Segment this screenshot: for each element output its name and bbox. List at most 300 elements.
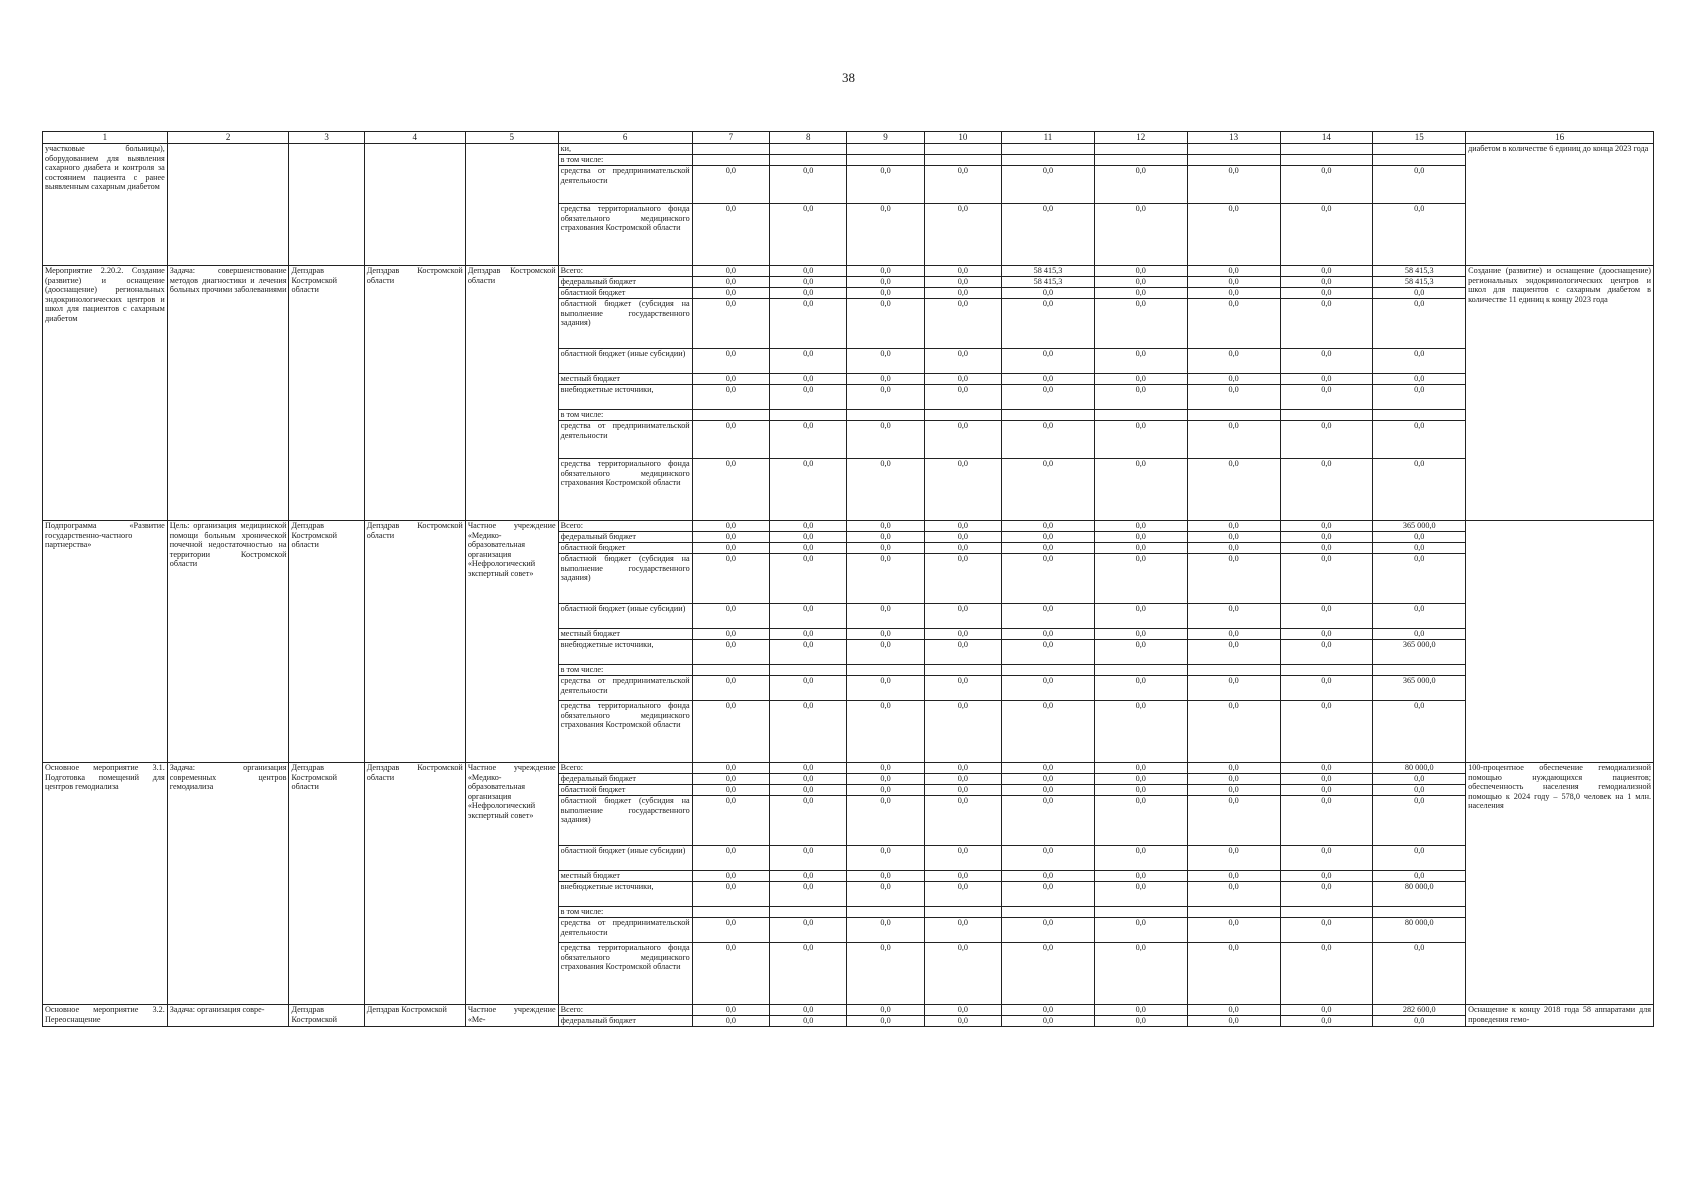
amount-cell: 0,0 (1280, 701, 1373, 763)
amount-cell: 0,0 (1002, 374, 1095, 385)
amount-cell: 0,0 (847, 349, 924, 374)
amount-cell: 0,0 (1094, 774, 1187, 785)
funding-source-label: средства территориального фонда обязательного медицинского страхования Костромской области (558, 204, 692, 266)
amount-cell: 0,0 (1094, 701, 1187, 763)
amount-cell: 0,0 (1187, 676, 1280, 701)
amount-cell: 0,0 (847, 532, 924, 543)
block-c5-cell: Частное учреждение «Ме- (465, 1005, 558, 1027)
table-row (43, 266, 1654, 277)
amount-cell: 0,0 (1187, 543, 1280, 554)
amount-cell: 0,0 (924, 763, 1001, 774)
amount-cell: 0,0 (1373, 166, 1466, 204)
amount-cell: 0,0 (1094, 785, 1187, 796)
amount-cell: 0,0 (924, 774, 1001, 785)
funding-source-label: областной бюджет (субсидия на выполнение государственного задания) (558, 554, 692, 604)
amount-cell: 0,0 (770, 554, 847, 604)
funding-source-label: местный бюджет (558, 374, 692, 385)
amount-cell: 0,0 (1002, 785, 1095, 796)
amount-cell: 0,0 (847, 918, 924, 943)
amount-cell: 0,0 (1187, 629, 1280, 640)
block-c4-cell: Депздрав Костромской области (364, 521, 465, 763)
table-row (43, 763, 1654, 774)
amount-cell: 0,0 (1002, 554, 1095, 604)
amount-cell: 0,0 (692, 796, 769, 846)
amount-cell: 0,0 (692, 204, 769, 266)
amount-cell: 0,0 (847, 882, 924, 907)
funding-source-label: федеральный бюджет (558, 774, 692, 785)
amount-cell: 0,0 (770, 640, 847, 665)
amount-cell: 0,0 (1280, 796, 1373, 846)
column-number: 4 (364, 132, 465, 144)
amount-cell: 0,0 (1187, 299, 1280, 349)
funding-source-label: местный бюджет (558, 629, 692, 640)
amount-cell: 0,0 (1187, 604, 1280, 629)
funding-source-label: средства от предпринимательской деятельности (558, 421, 692, 459)
amount-cell: 0,0 (1280, 774, 1373, 785)
amount-cell: 0,0 (1373, 701, 1466, 763)
budget-table (42, 131, 1654, 1027)
amount-cell (1094, 144, 1187, 155)
block-c2-cell: Задача: совершенствование методов диагностики и лечения больных прочими заболеваниями (167, 266, 289, 521)
amount-cell: 0,0 (924, 385, 1001, 410)
amount-cell: 0,0 (1280, 676, 1373, 701)
amount-cell: 0,0 (1280, 385, 1373, 410)
amount-cell: 0,0 (1280, 374, 1373, 385)
amount-cell (924, 665, 1001, 676)
table-row (43, 144, 1654, 155)
table-body (43, 132, 1654, 1027)
table-row (43, 1005, 1654, 1016)
amount-cell: 0,0 (1187, 166, 1280, 204)
block-c5-cell: Частное учреждение «Медико-образовательная организация «Нефрологический экспертный совет» (465, 521, 558, 763)
amount-cell: 0,0 (1094, 882, 1187, 907)
amount-cell: 0,0 (692, 349, 769, 374)
column-number: 7 (692, 132, 769, 144)
amount-cell: 80 000,0 (1373, 882, 1466, 907)
amount-cell (770, 665, 847, 676)
amount-cell: 0,0 (1002, 701, 1095, 763)
amount-cell: 0,0 (924, 640, 1001, 665)
amount-cell: 0,0 (847, 640, 924, 665)
amount-cell: 0,0 (1002, 532, 1095, 543)
expected-result-cell: Оснащение к концу 2018 года 58 аппаратами для проведения гемо- (1466, 1005, 1654, 1027)
amount-cell (1094, 410, 1187, 421)
amount-cell: 0,0 (1002, 288, 1095, 299)
amount-cell: 0,0 (1002, 846, 1095, 871)
amount-cell: 0,0 (1280, 543, 1373, 554)
amount-cell: 0,0 (847, 1005, 924, 1016)
block-c1-cell: Мероприятие 2.20.2. Создание (развитие) и оснащение (дооснащение) региональных эндокринологических центров и школ для пациентов с сахарным диабетом (43, 266, 168, 521)
block-c1-cell: участковые больницы), оборудованием для выявления сахарного диабета и контроля за состоянием пациента с ранее выявленным сахарным диабетом (43, 144, 168, 266)
block-c4-cell (364, 144, 465, 266)
amount-cell: 0,0 (847, 554, 924, 604)
amount-cell: 0,0 (1373, 796, 1466, 846)
amount-cell: 0,0 (1002, 1016, 1095, 1027)
expected-result-cell: Создание (развитие) и оснащение (дооснащение) региональных эндокринологических центров и школ для пациентов с сахарным диабетом в количестве 11 единиц к концу 2023 года (1466, 266, 1654, 521)
block-c1-cell: Основное мероприятие 3.2. Переоснащение (43, 1005, 168, 1027)
amount-cell: 0,0 (1002, 543, 1095, 554)
amount-cell: 0,0 (1187, 943, 1280, 1005)
amount-cell (1094, 665, 1187, 676)
amount-cell: 0,0 (924, 796, 1001, 846)
funding-source-label: федеральный бюджет (558, 532, 692, 543)
amount-cell: 0,0 (1187, 846, 1280, 871)
amount-cell: 0,0 (1094, 763, 1187, 774)
amount-cell: 0,0 (1280, 846, 1373, 871)
expected-result-cell: 100-процентное обеспечение гемодиализной помощью нуждающихся пациентов; обеспеченность населения гемодиализной помощью к 2024 году – 578,0 человек на 1 млн. населения (1466, 763, 1654, 1005)
amount-cell: 0,0 (1002, 385, 1095, 410)
amount-cell: 0,0 (1373, 385, 1466, 410)
amount-cell: 0,0 (770, 943, 847, 1005)
column-number: 5 (465, 132, 558, 144)
amount-cell (1373, 410, 1466, 421)
amount-cell: 0,0 (770, 882, 847, 907)
amount-cell: 0,0 (1002, 871, 1095, 882)
amount-cell: 0,0 (1373, 846, 1466, 871)
amount-cell: 0,0 (770, 774, 847, 785)
amount-cell: 0,0 (1002, 421, 1095, 459)
amount-cell: 0,0 (770, 604, 847, 629)
amount-cell: 0,0 (1002, 943, 1095, 1005)
amount-cell: 0,0 (692, 676, 769, 701)
amount-cell: 0,0 (770, 266, 847, 277)
amount-cell (1002, 144, 1095, 155)
amount-cell: 0,0 (692, 763, 769, 774)
amount-cell: 0,0 (1280, 166, 1373, 204)
amount-cell (924, 907, 1001, 918)
amount-cell: 0,0 (770, 785, 847, 796)
block-c3-cell: Депздрав Костромской области (289, 521, 364, 763)
funding-source-label: средства от предпринимательской деятельности (558, 676, 692, 701)
column-number: 6 (558, 132, 692, 144)
amount-cell: 0,0 (1373, 349, 1466, 374)
amount-cell: 0,0 (1280, 288, 1373, 299)
amount-cell: 0,0 (847, 1016, 924, 1027)
amount-cell: 0,0 (1187, 554, 1280, 604)
amount-cell: 0,0 (1373, 543, 1466, 554)
amount-cell (1002, 155, 1095, 166)
amount-cell: 0,0 (1094, 676, 1187, 701)
amount-cell: 0,0 (1094, 521, 1187, 532)
amount-cell: 0,0 (1187, 1016, 1280, 1027)
amount-cell: 0,0 (1002, 918, 1095, 943)
column-number: 1 (43, 132, 168, 144)
amount-cell: 0,0 (1094, 796, 1187, 846)
funding-source-label: средства от предпринимательской деятельности (558, 918, 692, 943)
amount-cell: 58 415,3 (1002, 277, 1095, 288)
amount-cell (1002, 665, 1095, 676)
amount-cell: 0,0 (924, 676, 1001, 701)
block-c4-cell: Депздрав Костромской области (364, 763, 465, 1005)
amount-cell: 0,0 (692, 374, 769, 385)
block-c5-cell (465, 144, 558, 266)
amount-cell (924, 144, 1001, 155)
amount-cell: 0,0 (1094, 166, 1187, 204)
amount-cell: 0,0 (847, 943, 924, 1005)
amount-cell: 0,0 (1280, 604, 1373, 629)
amount-cell: 0,0 (1373, 299, 1466, 349)
expected-result-cell (1466, 521, 1654, 763)
funding-source-label: областной бюджет (558, 785, 692, 796)
amount-cell: 0,0 (1187, 1005, 1280, 1016)
amount-cell (1002, 410, 1095, 421)
amount-cell: 0,0 (1094, 604, 1187, 629)
amount-cell: 0,0 (847, 166, 924, 204)
amount-cell: 0,0 (1280, 421, 1373, 459)
amount-cell: 0,0 (692, 266, 769, 277)
amount-cell (1094, 907, 1187, 918)
amount-cell: 0,0 (770, 299, 847, 349)
amount-cell: 0,0 (1094, 385, 1187, 410)
amount-cell: 0,0 (1094, 918, 1187, 943)
amount-cell: 0,0 (1373, 204, 1466, 266)
amount-cell: 0,0 (1002, 521, 1095, 532)
amount-cell: 0,0 (1002, 796, 1095, 846)
funding-source-label: областной бюджет (субсидия на выполнение государственного задания) (558, 299, 692, 349)
amount-cell: 0,0 (1187, 204, 1280, 266)
expected-result-cell: диабетом в количестве 6 единиц до конца 2023 года (1466, 144, 1654, 266)
amount-cell: 0,0 (770, 288, 847, 299)
amount-cell: 0,0 (1094, 629, 1187, 640)
amount-cell: 0,0 (1002, 459, 1095, 521)
amount-cell: 0,0 (1094, 266, 1187, 277)
funding-source-label: федеральный бюджет (558, 1016, 692, 1027)
amount-cell: 0,0 (1187, 277, 1280, 288)
amount-cell: 0,0 (770, 521, 847, 532)
amount-cell: 0,0 (1187, 288, 1280, 299)
amount-cell: 0,0 (1187, 374, 1280, 385)
amount-cell (692, 410, 769, 421)
amount-cell: 0,0 (770, 918, 847, 943)
column-number: 12 (1094, 132, 1187, 144)
column-number: 14 (1280, 132, 1373, 144)
amount-cell (692, 155, 769, 166)
amount-cell: 0,0 (692, 554, 769, 604)
amount-cell: 0,0 (1002, 882, 1095, 907)
amount-cell: 0,0 (1002, 774, 1095, 785)
amount-cell: 0,0 (1280, 554, 1373, 604)
amount-cell: 0,0 (770, 204, 847, 266)
amount-cell: 365 000,0 (1373, 640, 1466, 665)
amount-cell: 0,0 (1187, 532, 1280, 543)
amount-cell (1094, 155, 1187, 166)
amount-cell: 0,0 (1187, 266, 1280, 277)
block-c2-cell: Задача: организация совре- (167, 1005, 289, 1027)
amount-cell: 0,0 (692, 846, 769, 871)
funding-source-label: в том числе: (558, 155, 692, 166)
amount-cell (770, 144, 847, 155)
column-number-row (43, 132, 1654, 144)
amount-cell: 0,0 (1280, 943, 1373, 1005)
amount-cell: 0,0 (1094, 640, 1187, 665)
amount-cell: 0,0 (924, 1005, 1001, 1016)
amount-cell: 0,0 (1094, 943, 1187, 1005)
amount-cell (847, 155, 924, 166)
amount-cell: 0,0 (1280, 1005, 1373, 1016)
amount-cell: 0,0 (847, 521, 924, 532)
funding-source-label: местный бюджет (558, 871, 692, 882)
block-c3-cell: Депздрав Костромской области (289, 763, 364, 1005)
funding-source-label: внебюджетные источники, (558, 882, 692, 907)
amount-cell: 0,0 (1094, 421, 1187, 459)
amount-cell: 0,0 (847, 846, 924, 871)
amount-cell: 0,0 (1373, 421, 1466, 459)
amount-cell: 0,0 (847, 459, 924, 521)
amount-cell: 0,0 (692, 421, 769, 459)
funding-source-label: ки, (558, 144, 692, 155)
amount-cell: 0,0 (847, 266, 924, 277)
amount-cell (770, 410, 847, 421)
amount-cell: 0,0 (770, 543, 847, 554)
amount-cell: 0,0 (1094, 204, 1187, 266)
funding-source-label: областной бюджет (иные субсидии) (558, 349, 692, 374)
amount-cell: 0,0 (1280, 459, 1373, 521)
amount-cell (770, 907, 847, 918)
amount-cell (692, 144, 769, 155)
amount-cell: 0,0 (847, 604, 924, 629)
amount-cell (847, 907, 924, 918)
amount-cell: 0,0 (847, 785, 924, 796)
amount-cell (1187, 155, 1280, 166)
amount-cell (847, 144, 924, 155)
amount-cell: 0,0 (1094, 459, 1187, 521)
amount-cell: 0,0 (924, 374, 1001, 385)
amount-cell: 0,0 (924, 604, 1001, 629)
block-c2-cell (167, 144, 289, 266)
amount-cell: 0,0 (1187, 796, 1280, 846)
amount-cell: 0,0 (1002, 604, 1095, 629)
amount-cell: 0,0 (847, 774, 924, 785)
amount-cell: 0,0 (1002, 166, 1095, 204)
amount-cell (1187, 410, 1280, 421)
amount-cell: 0,0 (1187, 774, 1280, 785)
amount-cell: 0,0 (924, 277, 1001, 288)
amount-cell: 0,0 (692, 774, 769, 785)
amount-cell: 0,0 (770, 277, 847, 288)
amount-cell: 0,0 (692, 532, 769, 543)
amount-cell: 0,0 (1373, 785, 1466, 796)
amount-cell: 0,0 (924, 532, 1001, 543)
funding-source-label: областной бюджет (иные субсидии) (558, 604, 692, 629)
funding-source-label: средства территориального фонда обязательного медицинского страхования Костромской области (558, 943, 692, 1005)
amount-cell: 0,0 (924, 288, 1001, 299)
amount-cell (924, 410, 1001, 421)
amount-cell: 0,0 (1094, 543, 1187, 554)
amount-cell: 0,0 (1280, 871, 1373, 882)
amount-cell: 0,0 (1187, 349, 1280, 374)
amount-cell (692, 665, 769, 676)
funding-source-label: Всего: (558, 1005, 692, 1016)
amount-cell: 0,0 (924, 918, 1001, 943)
amount-cell: 0,0 (1187, 918, 1280, 943)
amount-cell: 0,0 (847, 288, 924, 299)
amount-cell: 0,0 (770, 532, 847, 543)
amount-cell: 0,0 (1280, 299, 1373, 349)
block-c1-cell: Основное мероприятие 3.1. Подготовка помещений для центров гемодиализа (43, 763, 168, 1005)
amount-cell: 0,0 (1373, 629, 1466, 640)
amount-cell: 0,0 (1280, 532, 1373, 543)
amount-cell: 0,0 (1187, 871, 1280, 882)
page-number: 38 (842, 70, 855, 85)
amount-cell: 0,0 (692, 785, 769, 796)
funding-source-label: областной бюджет (558, 543, 692, 554)
amount-cell: 0,0 (1187, 385, 1280, 410)
funding-source-label: Всего: (558, 521, 692, 532)
funding-source-label: Всего: (558, 763, 692, 774)
amount-cell: 0,0 (1094, 349, 1187, 374)
column-number: 13 (1187, 132, 1280, 144)
amount-cell: 0,0 (1280, 349, 1373, 374)
amount-cell: 0,0 (1373, 871, 1466, 882)
amount-cell: 0,0 (1094, 1005, 1187, 1016)
amount-cell: 0,0 (924, 459, 1001, 521)
column-number: 11 (1002, 132, 1095, 144)
amount-cell (1280, 907, 1373, 918)
amount-cell: 0,0 (847, 277, 924, 288)
amount-cell: 0,0 (1187, 421, 1280, 459)
funding-source-label: в том числе: (558, 665, 692, 676)
amount-cell: 0,0 (924, 629, 1001, 640)
amount-cell: 0,0 (692, 943, 769, 1005)
amount-cell: 0,0 (1187, 459, 1280, 521)
block-c3-cell (289, 144, 364, 266)
amount-cell: 0,0 (692, 459, 769, 521)
amount-cell: 0,0 (770, 846, 847, 871)
amount-cell (847, 665, 924, 676)
amount-cell (1280, 665, 1373, 676)
amount-cell (1280, 155, 1373, 166)
amount-cell: 0,0 (1002, 640, 1095, 665)
amount-cell: 0,0 (1187, 640, 1280, 665)
amount-cell: 0,0 (770, 459, 847, 521)
funding-source-label: областной бюджет (558, 288, 692, 299)
amount-cell: 0,0 (847, 374, 924, 385)
amount-cell (1373, 155, 1466, 166)
funding-source-label: в том числе: (558, 410, 692, 421)
amount-cell: 0,0 (770, 349, 847, 374)
amount-cell: 0,0 (847, 299, 924, 349)
amount-cell: 0,0 (1280, 277, 1373, 288)
amount-cell: 0,0 (847, 701, 924, 763)
amount-cell: 0,0 (770, 385, 847, 410)
amount-cell: 0,0 (924, 166, 1001, 204)
amount-cell: 0,0 (847, 629, 924, 640)
amount-cell: 0,0 (1094, 374, 1187, 385)
amount-cell: 0,0 (924, 554, 1001, 604)
block-c3-cell: Депздрав Костромской области (289, 266, 364, 521)
amount-cell: 0,0 (847, 796, 924, 846)
amount-cell: 0,0 (1002, 1005, 1095, 1016)
amount-cell: 0,0 (770, 1016, 847, 1027)
table-row (43, 521, 1654, 532)
amount-cell: 0,0 (770, 421, 847, 459)
amount-cell: 0,0 (1280, 918, 1373, 943)
amount-cell: 0,0 (924, 521, 1001, 532)
block-c1-cell: Подпрограмма «Развитие государственно-частного партнерства» (43, 521, 168, 763)
funding-source-label: областной бюджет (субсидия на выполнение государственного задания) (558, 796, 692, 846)
amount-cell: 0,0 (1373, 374, 1466, 385)
block-c5-cell: Частное учреждение «Медико-образовательная организация «Нефрологический экспертный совет» (465, 763, 558, 1005)
amount-cell: 0,0 (1373, 459, 1466, 521)
amount-cell: 0,0 (692, 640, 769, 665)
funding-source-label: Всего: (558, 266, 692, 277)
amount-cell: 0,0 (1280, 521, 1373, 532)
amount-cell: 0,0 (692, 918, 769, 943)
amount-cell (1280, 144, 1373, 155)
funding-source-label: средства от предпринимательской деятельности (558, 166, 692, 204)
block-c2-cell: Цель: организация медицинской помощи больным хронической почечной недостаточностью на территории Костромской области (167, 521, 289, 763)
amount-cell: 0,0 (770, 166, 847, 204)
